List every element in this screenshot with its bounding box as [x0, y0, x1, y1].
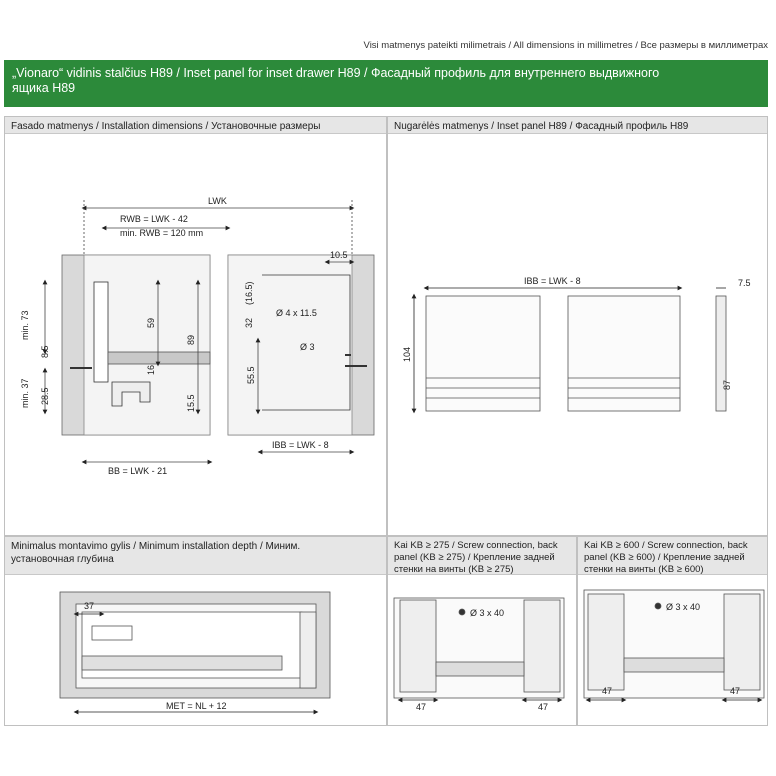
header-inset-text: Nugarėlės matmenys / Inset panel H89 / Фасадный профиль H89: [394, 121, 689, 132]
header-kb275-line2: panel (KB ≥ 275) / Крепление задней: [394, 552, 555, 563]
kb600-dim-right: 47: [730, 686, 741, 696]
header-kb600-line2: panel (KB ≥ 600) / Крепление задней: [584, 552, 745, 563]
units-note: Visi matmenys pateikti milimetrais / All dimensions in millimetres / Все размеры в миллиметрах: [363, 40, 768, 51]
min-depth-drawing: [60, 592, 330, 712]
dim-16-5: (16.5): [244, 281, 254, 305]
dim-104: 104: [402, 346, 412, 362]
header-min-depth-line1: Minimalus montavimo gylis / Minimum installation depth / Миним.: [11, 541, 301, 552]
banner-title-line1: „Vionaro“ vidinis stalčius H89 / Inset panel for inset drawer H89 / Фасадный профиль для внутреннего выдвижного: [12, 66, 660, 80]
dim-bb: BB = LWK - 21: [108, 466, 168, 476]
header-kb275-line1: Kai KB ≥ 275 / Screw connection, back: [394, 540, 558, 551]
kb275-dim-right: 47: [538, 702, 549, 712]
dim-37: 37: [84, 601, 95, 611]
header-installation-text: Fasado matmenys / Installation dimensions / Установочные размеры: [11, 121, 321, 132]
dim-87: 87: [722, 379, 732, 390]
header-kb600-line1: Kai KB ≥ 600 / Screw connection, back: [584, 540, 748, 551]
header-min-depth-line2: установочная глубина: [11, 554, 114, 565]
dim-met: MET = NL + 12: [166, 701, 227, 711]
dim-32: 32: [244, 317, 254, 328]
banner-title-line2: ящика H89: [12, 81, 76, 95]
dim-lwk: LWK: [208, 196, 227, 206]
dim-min-37: min. 37: [20, 378, 30, 408]
kb600-dim-left: 47: [602, 686, 613, 696]
dim-min-73: min. 73: [20, 310, 30, 340]
dim-rwb: RWB = LWK - 42: [120, 214, 188, 224]
dim-55-5: 55.5: [246, 366, 256, 384]
header-kb600-line3: стенки на винты (KB ≥ 600): [584, 564, 704, 575]
dim-59: 59: [146, 317, 156, 328]
dim-7-5: 7.5: [738, 278, 751, 288]
dim-inset-ibb: IBB = LWK - 8: [524, 276, 581, 286]
header-kb275-line3: стенки на винты (KB ≥ 275): [394, 564, 514, 575]
dim-16: 16: [146, 364, 156, 375]
dim-89: 89: [186, 334, 196, 345]
dim-min-rwb: min. RWB = 120 mm: [120, 228, 204, 238]
kb275-screw: Ø 3 x 40: [470, 608, 505, 618]
dim-dia-3: Ø 3: [300, 342, 315, 352]
dim-screw-4x11-5: Ø 4 x 11.5: [276, 308, 317, 318]
dim-8-5: 8.5: [40, 345, 50, 358]
kb600-screw: Ø 3 x 40: [666, 602, 701, 612]
dim-ibb: IBB = LWK - 8: [272, 440, 329, 450]
dim-28-5: 28.5: [40, 387, 50, 405]
dim-10-5: 10.5: [330, 250, 348, 260]
inset-panel-drawing: [414, 288, 726, 411]
installation-drawing: [45, 200, 374, 462]
dim-15-5: 15.5: [186, 394, 196, 412]
kb275-dim-left: 47: [416, 702, 427, 712]
